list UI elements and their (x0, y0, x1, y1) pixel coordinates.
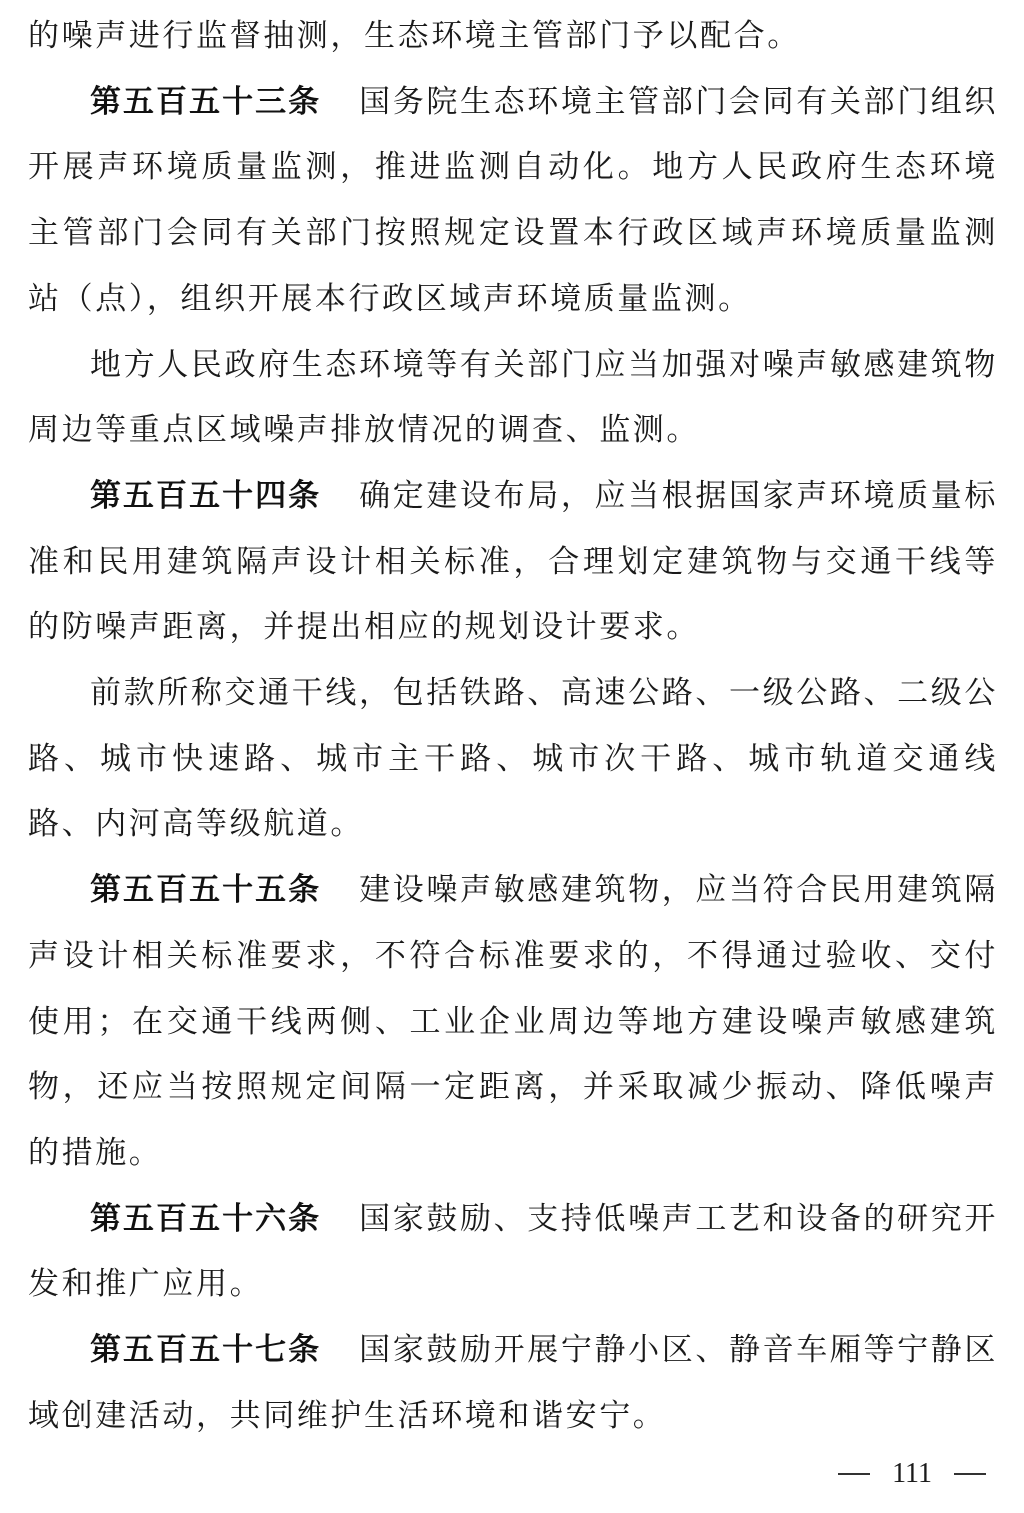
paragraph-text: 确定建设布局，应当根据国家声环境质量标准和民用建筑隔声设计相关标准，合理划定建筑物与交通干线等的防噪声距离，并提出相应的规划设计要求。 (28, 477, 998, 646)
page-number: 111 (892, 1458, 932, 1489)
paragraph (28, 333, 998, 464)
article-555 (28, 858, 998, 1187)
paragraph (28, 661, 998, 858)
paragraph-text: 前款所称交通干线，包括铁路、高速公路、一级公路、二级公路、城市快速路、城市主干路、城市次干路、城市轨道交通线路、内河高等级航道。 (28, 675, 998, 843)
paragraph-text: 国家鼓励开展宁静小区、静音车厢等宁静区域创建活动，共同维护生活环境和谐安宁。 (28, 1332, 998, 1434)
article-heading: 第五百五十五条 (90, 872, 322, 909)
document-body (28, 4, 998, 1449)
paragraph-text: 国务院生态环境主管部门会同有关部门组织开展声环境质量监测，推进监测自动化。地方人民政府生态环境主管部门会同有关部门按照规定设置本行政区域声环境质量监测站（点），组织开展本行政区域声环境质量监测。 (28, 83, 998, 317)
footer-dash-right (954, 1473, 986, 1475)
article-heading: 第五百五十三条 (90, 83, 322, 120)
article-heading: 第五百五十六条 (90, 1200, 322, 1237)
paragraph-text: 地方人民政府生态环境等有关部门应当加强对噪声敏感建筑物周边等重点区域噪声排放情况的调查、监测。 (28, 346, 998, 449)
paragraph-text: 建设噪声敏感建筑物，应当符合民用建筑隔声设计相关标准要求，不符合标准要求的，不得通过验收、交付使用；在交通干线两侧、工业企业周边等地方建设噪声敏感建筑物，还应当按照规定间隔一定距离，并采取减少振动、降低噪声的措施。 (28, 872, 998, 1171)
article-553 (28, 70, 998, 333)
page-footer (838, 1458, 986, 1490)
paragraph-continuation (28, 4, 998, 70)
article-557 (28, 1318, 998, 1449)
paragraph-text: 国家鼓励、支持低噪声工艺和设备的研究开发和推广应用。 (28, 1200, 998, 1303)
paragraph-text: 的噪声进行监督抽测，生态环境主管部门予以配合。 (28, 18, 801, 54)
article-heading: 第五百五十四条 (90, 477, 322, 514)
article-554 (28, 464, 998, 661)
footer-dash-left (838, 1473, 870, 1475)
article-heading: 第五百五十七条 (90, 1332, 322, 1369)
article-556 (28, 1187, 998, 1318)
